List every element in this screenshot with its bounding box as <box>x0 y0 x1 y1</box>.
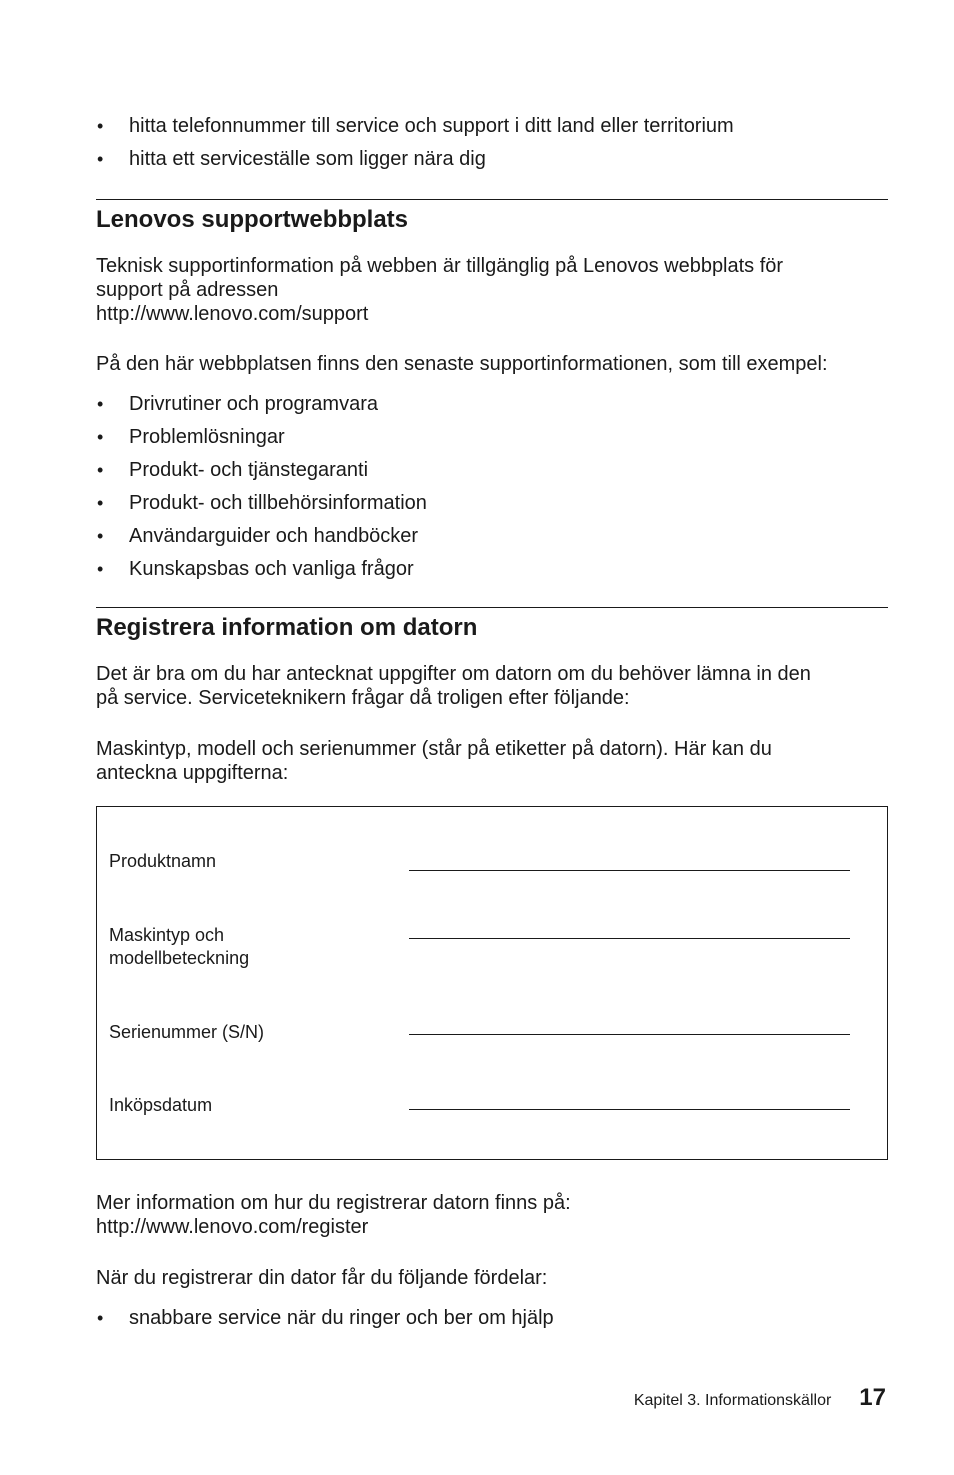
paragraph-line: support på adressen <box>96 279 279 301</box>
paragraph-line: Det är bra om du har antecknat uppgifter om datorn om du behöver lämna in den <box>96 663 811 685</box>
section-divider <box>96 199 888 200</box>
list-item: • Produkt- och tjänstegaranti <box>96 458 888 482</box>
section-heading-support: Lenovos supportwebbplats <box>96 206 409 233</box>
form-row-machine-type <box>109 924 869 970</box>
registration-form-box <box>96 806 888 1160</box>
list-item: • Användarguider och handböcker <box>96 524 888 548</box>
purchase-date-label: Inköpsdatum <box>109 1095 213 1115</box>
section-divider <box>96 607 888 608</box>
paragraph-line: Teknisk supportinformation på webben är tillgänglig på Lenovos webbplats för <box>96 255 784 277</box>
paragraph-line: Maskintyp, modell och serienummer (står på etiketter på datorn). Här kan du <box>96 738 772 760</box>
chapter-label: Kapitel 3. Informationskällor <box>633 1392 832 1409</box>
purchase-date-field-line[interactable] <box>409 1109 850 1110</box>
paragraph-line: anteckna uppgifterna: <box>96 762 289 784</box>
form-row-product-name <box>109 850 869 873</box>
form-row-purchase-date <box>109 1094 869 1117</box>
list-item: • snabbare service när du ringer och ber om hjälp <box>96 1306 888 1330</box>
more-info <box>96 1191 888 1239</box>
benefits-intro: När du registrerar din dator får du följande fördelar: <box>96 1267 548 1289</box>
section-heading-register: Registrera information om datorn <box>96 614 478 641</box>
paragraph-line: på service. Serviceteknikern frågar då troligen efter följande: <box>96 687 630 709</box>
serial-number-label: Serienummer (S/N) <box>109 1022 265 1042</box>
product-name-label: Produktnamn <box>109 851 217 871</box>
form-row-serial <box>109 1021 869 1044</box>
list-item: • hitta ett serviceställe som ligger nära dig <box>96 147 888 171</box>
register-para1 <box>96 662 888 710</box>
support-bullet-list <box>96 392 888 590</box>
list-item: • Problemlösningar <box>96 425 888 449</box>
page-number: 17 <box>859 1384 886 1411</box>
support-url-link[interactable]: http://www.lenovo.com/support <box>96 303 369 325</box>
list-item: • Drivrutiner och programvara <box>96 392 888 416</box>
list-item: • hitta telefonnummer till service och support i ditt land eller territorium <box>96 114 888 138</box>
list-item: • Produkt- och tillbehörsinformation <box>96 491 888 515</box>
register-para2 <box>96 737 888 785</box>
product-name-field-line[interactable] <box>409 870 850 871</box>
list-item: • Kunskapsbas och vanliga frågor <box>96 557 888 581</box>
register-url-link[interactable]: http://www.lenovo.com/register <box>96 1216 369 1238</box>
paragraph-line: Mer information om hur du registrerar datorn finns på: <box>96 1192 571 1214</box>
support-intro <box>96 254 888 326</box>
support-para2: På den här webbplatsen finns den senaste supportinformationen, som till exempel: <box>96 353 828 375</box>
machine-type-label: Maskintyp och modellbeteckning <box>109 925 250 968</box>
machine-type-field-line[interactable] <box>409 938 850 939</box>
benefits-bullet-list <box>96 1306 888 1339</box>
serial-number-field-line[interactable] <box>409 1034 850 1035</box>
page-footer <box>634 1384 886 1412</box>
top-bullet-list <box>96 114 888 180</box>
